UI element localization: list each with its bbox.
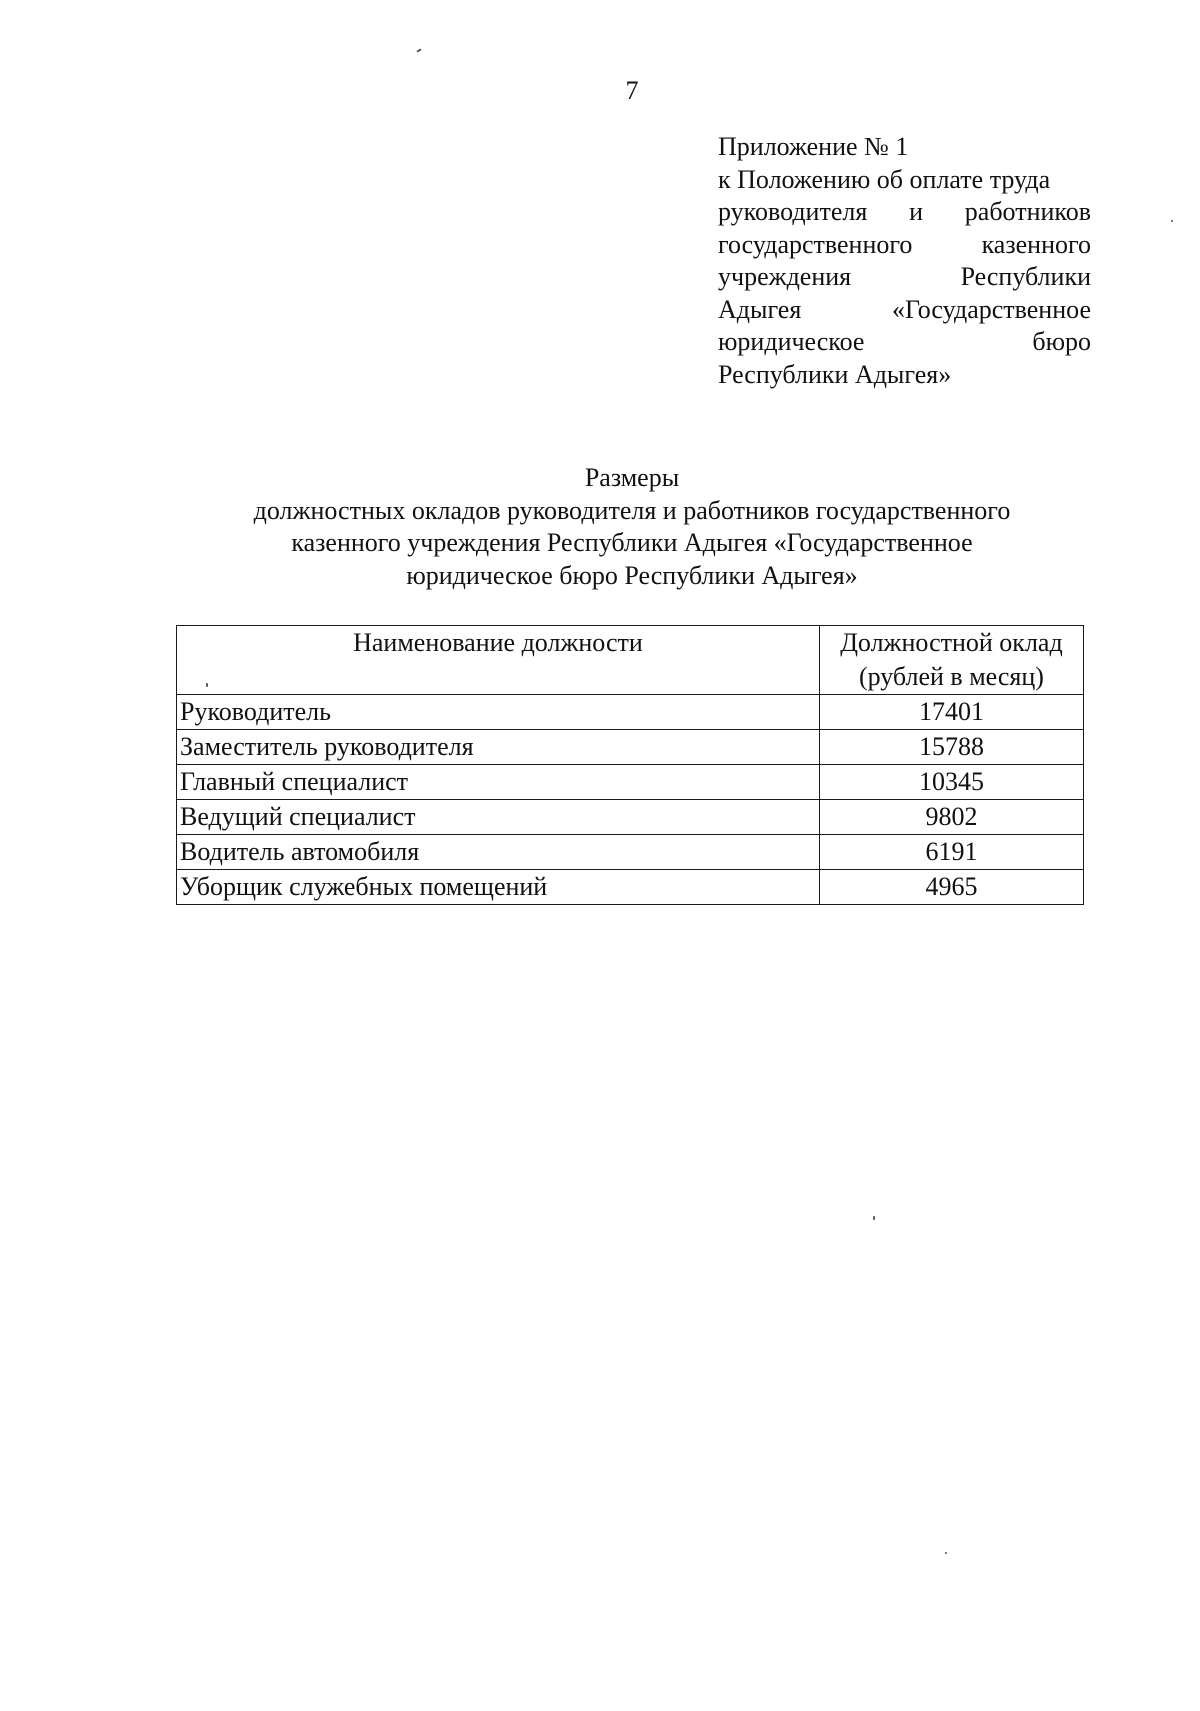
position-cell: Водитель автомобиля [177, 835, 820, 870]
scan-speck [1171, 220, 1173, 222]
scan-speck [945, 1552, 947, 1554]
appendix-word: Адыгея [718, 294, 802, 324]
salary-cell: 9802 [819, 800, 1083, 835]
table-row [177, 800, 1084, 835]
appendix-word: работников [964, 197, 1091, 226]
appendix-word: и [909, 197, 923, 226]
table-row [177, 870, 1084, 905]
appendix-word: государственного [718, 229, 913, 259]
appendix-word: юридическое [718, 327, 865, 356]
appendix-line [718, 326, 1091, 359]
scan-speck [873, 1216, 875, 1220]
title-line: юридическое бюро Республики Адыгея» [406, 560, 858, 590]
position-cell: Заместитель руководителя [177, 730, 820, 765]
appendix-line: к Положению об оплате труда [718, 164, 1051, 194]
page-number: 7 [625, 76, 639, 105]
appendix-word: руководителя [718, 197, 868, 226]
appendix-word: казенного [981, 229, 1091, 259]
appendix-word: «Государственное [892, 294, 1091, 324]
appendix-word: учреждения [718, 262, 852, 291]
table-row [177, 835, 1084, 870]
table-header-row [177, 626, 1084, 695]
position-cell: Руководитель [177, 695, 820, 730]
appendix-word: бюро [1032, 327, 1091, 356]
appendix-line: Республики Адыгея» [718, 359, 952, 389]
appendix-word: Республики [960, 262, 1091, 291]
appendix-reference [718, 131, 1091, 391]
table-row [177, 765, 1084, 800]
header-position-label: Наименование должности [353, 628, 643, 657]
salary-cell: 17401 [819, 695, 1083, 730]
scan-speck [206, 683, 208, 687]
title-line: казенного учреждения Республики Адыгея «Государственное [291, 528, 973, 557]
table-row [177, 730, 1084, 765]
position-cell: Ведущий специалист [177, 800, 820, 835]
table-row [177, 695, 1084, 730]
header-salary [819, 626, 1083, 695]
document-title [180, 462, 1084, 592]
position-cell: Уборщик служебных помещений [177, 870, 820, 905]
salary-cell: 6191 [819, 835, 1083, 870]
appendix-line [718, 196, 1091, 229]
salary-cell: 4965 [819, 870, 1083, 905]
salary-table [176, 625, 1084, 905]
header-position [177, 626, 820, 695]
title-line: должностных окладов руководителя и работников государственного [253, 495, 1011, 525]
salary-cell: 10345 [819, 765, 1083, 800]
header-salary-label: Должностной оклад [840, 628, 1063, 657]
scan-speck [416, 48, 421, 52]
title-line: Размеры [584, 463, 680, 492]
appendix-line: Приложение № 1 [718, 132, 909, 161]
header-salary-unit: (рублей в месяц) [858, 662, 1044, 691]
position-cell: Главный специалист [177, 765, 820, 800]
appendix-line [718, 229, 1091, 262]
appendix-line [718, 294, 1091, 327]
salary-cell: 15788 [819, 730, 1083, 765]
appendix-line [718, 261, 1091, 294]
